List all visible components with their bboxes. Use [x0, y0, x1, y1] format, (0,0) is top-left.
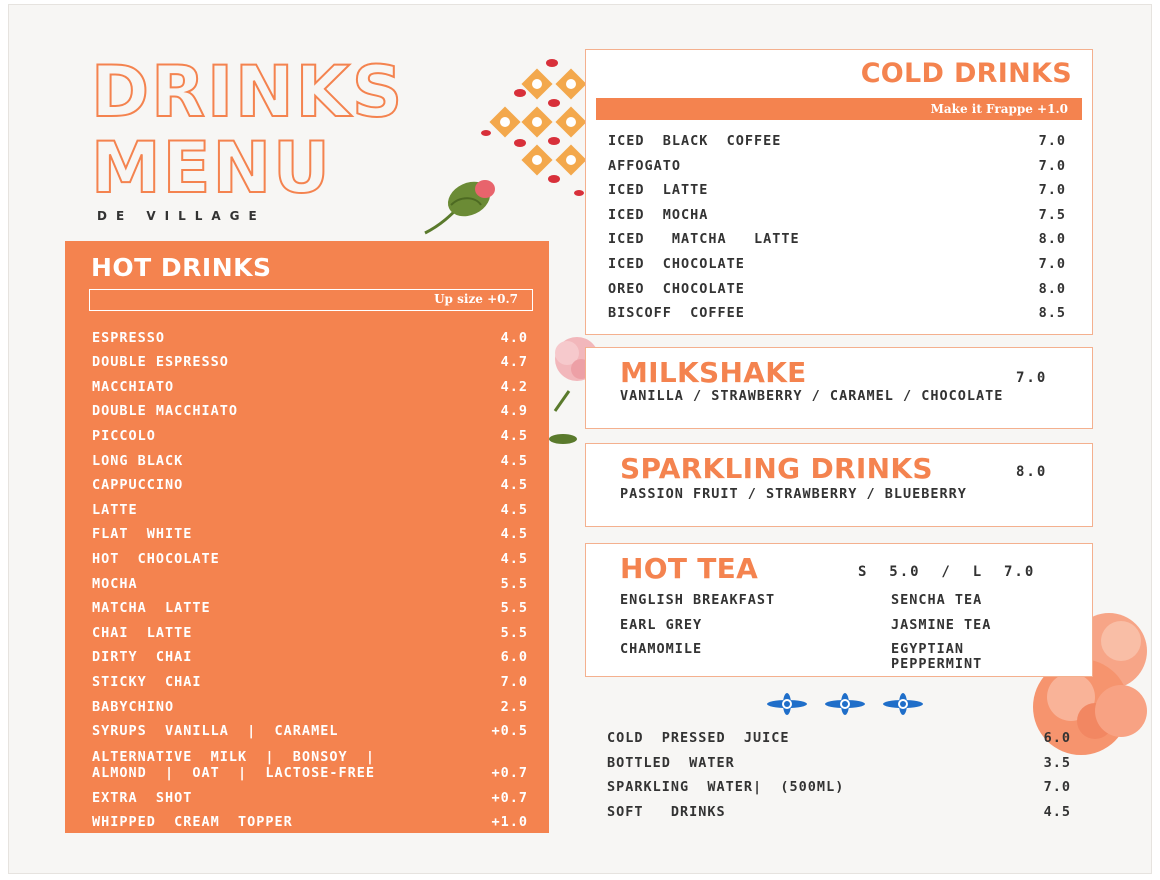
- menu-item-row: [92, 493, 528, 518]
- cold-drinks-box: [585, 49, 1093, 335]
- menu-item-price: 4.5: [500, 452, 528, 469]
- sparkling-drinks-title: SPARKLING DRINKS: [620, 452, 933, 485]
- menu-item-row: [92, 739, 528, 781]
- menu-item-name: ICED MATCHA LATTE: [608, 231, 800, 248]
- milkshake-title: MILKSHAKE: [620, 356, 807, 389]
- milkshake-box: [585, 347, 1093, 429]
- menu-item-name: STICKY CHAI: [92, 673, 202, 690]
- menu-item-name: BOTTLED WATER: [607, 754, 735, 771]
- menu-subtitle: DE VILLAGE: [97, 209, 266, 223]
- menu-item-row: [607, 726, 1071, 751]
- menu-item-row: [607, 775, 1071, 800]
- menu-item-name: CHAI LATTE: [92, 624, 193, 641]
- frappe-note: Make it Frappe +1.0: [596, 98, 1082, 120]
- menu-item-price: 2.5: [500, 698, 528, 715]
- menu-item-name: OREO CHOCOLATE: [608, 280, 745, 297]
- hot-tea-left-column: [620, 588, 775, 662]
- menu-item-row: [92, 715, 528, 740]
- tea-item: EGYPTIAN PEPPERMINT: [891, 641, 983, 672]
- extras-list: [607, 726, 1071, 824]
- menu-item-row: [92, 395, 528, 420]
- menu-item-price: 7.5: [1038, 206, 1066, 223]
- menu-page: [8, 4, 1152, 874]
- menu-item-price: 7.0: [1038, 255, 1066, 272]
- menu-item-name: COLD PRESSED JUICE: [607, 730, 790, 746]
- menu-item-row: [92, 665, 528, 690]
- hot-drinks-title: HOT DRINKS: [91, 253, 272, 282]
- menu-item-row: [608, 301, 1066, 326]
- hot-tea-box: [585, 543, 1093, 677]
- menu-item-name: AFFOGATO: [608, 157, 682, 174]
- sparkling-drinks-price: 8.0: [1016, 464, 1048, 480]
- blue-tile-divider-icon: [765, 689, 927, 719]
- menu-item-price: +1.0: [491, 814, 528, 831]
- sparkling-drinks-box: [585, 443, 1093, 527]
- menu-item-row: [92, 641, 528, 666]
- milkshake-flavours: VANILLA / STRAWBERRY / CARAMEL / CHOCOLATE: [620, 388, 1004, 404]
- menu-item-row: [92, 616, 528, 641]
- menu-item-row: [608, 203, 1066, 228]
- menu-item-name: MOCHA: [92, 575, 138, 592]
- tea-item: ENGLISH BREAKFAST: [620, 592, 776, 608]
- hot-tea-right-column: [891, 588, 1061, 672]
- menu-item-name: MACCHIATO: [92, 378, 175, 395]
- menu-item-row: [92, 469, 528, 494]
- menu-item-price: 6.0: [1043, 730, 1071, 746]
- menu-item-price: 7.0: [1038, 133, 1066, 149]
- menu-item-price: 4.5: [500, 501, 528, 518]
- menu-item-row: [608, 252, 1066, 277]
- menu-item-row: [608, 129, 1066, 154]
- menu-item-price: +0.7: [491, 765, 528, 782]
- menu-item-name: EXTRA SHOT: [92, 789, 193, 806]
- menu-item-name: PICCOLO: [92, 427, 156, 444]
- menu-item-name: BISCOFF COFFEE: [608, 305, 745, 322]
- menu-item-row: [608, 227, 1066, 252]
- hot-drinks-list: [92, 321, 528, 830]
- menu-item-price: 7.0: [1038, 157, 1066, 174]
- menu-item-price: 8.5: [1038, 305, 1066, 322]
- menu-item-price: 5.5: [500, 624, 528, 641]
- menu-item-name: SPARKLING WATER| (500ML): [607, 779, 845, 796]
- sparkling-drinks-flavours: PASSION FRUIT / STRAWBERRY / BLUEBERRY: [620, 486, 967, 502]
- menu-item-price: 7.0: [1043, 779, 1071, 796]
- menu-item-name: BABYCHINO: [92, 698, 175, 715]
- menu-item-name: MATCHA LATTE: [92, 600, 211, 617]
- tea-item: SENCHA TEA: [891, 592, 983, 608]
- menu-item-row: [608, 277, 1066, 302]
- menu-item-name: SOFT DRINKS: [607, 803, 726, 820]
- menu-item-price: 8.0: [1038, 280, 1066, 297]
- menu-item-row: [92, 806, 528, 831]
- menu-item-name: FLAT WHITE: [92, 526, 193, 543]
- menu-item-row: [92, 321, 528, 346]
- menu-item-name: HOT CHOCOLATE: [92, 550, 220, 567]
- menu-item-row: [92, 370, 528, 395]
- menu-item-row: [92, 592, 528, 617]
- menu-item-price: 4.5: [500, 477, 528, 494]
- menu-item-price: 4.5: [1043, 803, 1071, 820]
- menu-item-price: 7.0: [500, 673, 528, 690]
- menu-item-row: [607, 751, 1071, 776]
- tea-item: EARL GREY: [620, 616, 703, 633]
- menu-item-price: 4.2: [500, 378, 528, 395]
- tea-item: JASMINE TEA: [891, 616, 992, 633]
- menu-item-name: DOUBLE ESPRESSO: [92, 354, 229, 371]
- menu-item-price: 8.0: [1038, 231, 1066, 248]
- menu-item-name: ICED CHOCOLATE: [608, 255, 745, 272]
- menu-item-name: LONG BLACK: [92, 452, 184, 469]
- menu-item-name: WHIPPED CREAM TOPPER: [92, 814, 293, 831]
- menu-item-name: ESPRESSO: [92, 329, 166, 346]
- menu-item-row: [92, 567, 528, 592]
- menu-item-price: 4.5: [500, 550, 528, 567]
- menu-title-line2: MENU: [91, 127, 332, 209]
- hot-tea-price: S 5.0 / L 7.0: [858, 564, 1036, 580]
- menu-item-name: SYRUPS VANILLA | CARAMEL: [92, 723, 339, 740]
- menu-item-price: 4.0: [500, 329, 528, 346]
- hot-tea-title: HOT TEA: [620, 552, 759, 585]
- menu-item-price: 5.5: [500, 600, 528, 617]
- menu-item-row: [608, 178, 1066, 203]
- menu-item-row: [92, 781, 528, 806]
- menu-item-price: +0.7: [491, 789, 528, 806]
- menu-item-name: ICED LATTE: [608, 182, 709, 199]
- menu-item-price: 3.5: [1043, 754, 1071, 771]
- menu-item-name: LATTE: [92, 501, 138, 518]
- cold-drinks-title: COLD DRINKS: [860, 58, 1072, 89]
- menu-item-row: [92, 518, 528, 543]
- menu-item-name: ICED BLACK COFFEE: [608, 133, 782, 149]
- menu-item-price: 5.5: [500, 575, 528, 592]
- menu-item-row: [92, 346, 528, 371]
- menu-item-row: [92, 419, 528, 444]
- menu-item-price: +0.5: [491, 723, 528, 740]
- rosebud-decoration-icon: [421, 175, 501, 237]
- menu-item-name: DOUBLE MACCHIATO: [92, 403, 239, 420]
- menu-title-line1: DRINKS: [91, 51, 405, 133]
- upsize-note: Up size +0.7: [89, 289, 533, 311]
- menu-item-name: DIRTY CHAI: [92, 649, 193, 666]
- menu-item-price: 4.7: [500, 354, 528, 371]
- menu-item-price: 6.0: [500, 649, 528, 666]
- menu-item-name: ALTERNATIVE MILK | BONSOY | ALMOND | OAT | LACTOSE-FREE: [92, 749, 375, 782]
- menu-item-row: [92, 542, 528, 567]
- menu-item-row: [92, 690, 528, 715]
- hot-drinks-panel: [65, 241, 549, 833]
- menu-item-name: CAPPUCCINO: [92, 477, 184, 494]
- cold-drinks-list: [608, 129, 1066, 326]
- menu-item-price: 4.9: [500, 403, 528, 420]
- menu-item-price: 4.5: [500, 526, 528, 543]
- milkshake-price: 7.0: [1016, 370, 1048, 386]
- tea-item: CHAMOMILE: [620, 641, 703, 657]
- menu-item-price: 4.5: [500, 427, 528, 444]
- menu-item-row: [608, 154, 1066, 179]
- menu-item-row: [92, 444, 528, 469]
- menu-item-name: ICED MOCHA: [608, 206, 709, 223]
- menu-item-price: 7.0: [1038, 182, 1066, 199]
- menu-item-row: [607, 800, 1071, 825]
